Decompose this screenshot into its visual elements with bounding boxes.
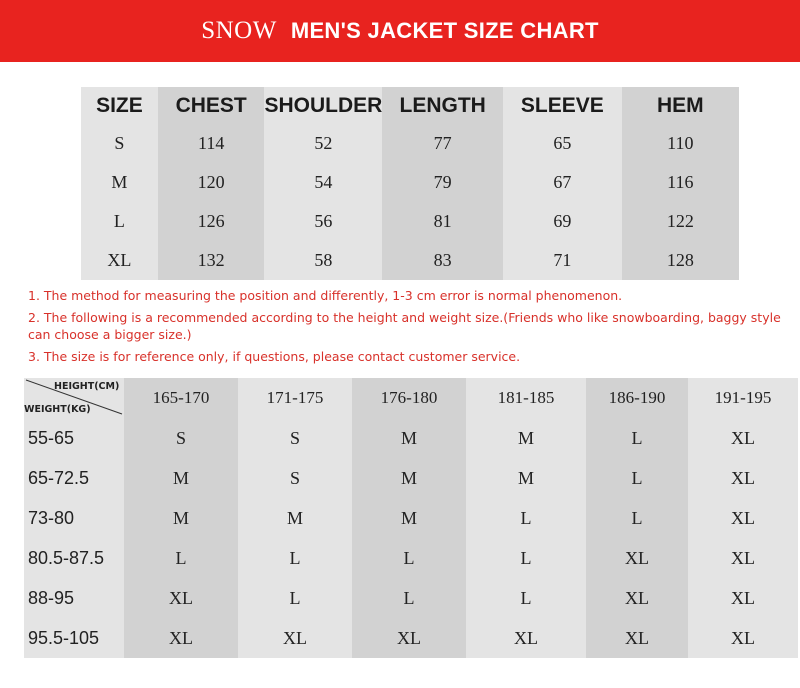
table-cell: 58 bbox=[264, 241, 382, 280]
table-row bbox=[81, 202, 739, 241]
table-cell: 54 bbox=[264, 163, 382, 202]
table-cell: 128 bbox=[622, 241, 739, 280]
table-cell: 79 bbox=[382, 163, 503, 202]
table-cell: XL bbox=[238, 618, 352, 658]
table-cell: M bbox=[238, 498, 352, 538]
table-cell: XL bbox=[586, 538, 688, 578]
table-cell: L bbox=[466, 498, 586, 538]
table-cell: 77 bbox=[382, 124, 503, 163]
column-header: LENGTH bbox=[382, 87, 503, 124]
table-cell: 120 bbox=[158, 163, 265, 202]
table-cell: XL bbox=[124, 618, 238, 658]
table-row bbox=[24, 578, 798, 618]
table-row bbox=[24, 418, 798, 458]
table-cell: S bbox=[238, 418, 352, 458]
header-banner bbox=[0, 0, 800, 62]
size-chart-header-row bbox=[81, 87, 739, 124]
table-cell: L bbox=[81, 202, 158, 241]
weight-range: 55-65 bbox=[24, 418, 124, 458]
table-cell: XL bbox=[688, 418, 798, 458]
note-recommendation: 2. The following is a recommended according to the height and weight size.(Friends who like snowboarding, baggy style can choose a bigger size.) bbox=[28, 310, 781, 342]
column-header: CHEST bbox=[158, 87, 265, 124]
height-range-header: 171-175 bbox=[238, 378, 352, 418]
table-cell: M bbox=[81, 163, 158, 202]
table-cell: L bbox=[238, 578, 352, 618]
weight-range: 73-80 bbox=[24, 498, 124, 538]
height-range-header: 165-170 bbox=[124, 378, 238, 418]
table-cell: 81 bbox=[382, 202, 503, 241]
table-cell: S bbox=[124, 418, 238, 458]
table-cell: M bbox=[466, 458, 586, 498]
table-row bbox=[24, 538, 798, 578]
table-row bbox=[81, 124, 739, 163]
table-row bbox=[24, 498, 798, 538]
height-range-header: 191-195 bbox=[688, 378, 798, 418]
table-row bbox=[24, 618, 798, 658]
table-cell: XL bbox=[586, 618, 688, 658]
table-cell: 116 bbox=[622, 163, 739, 202]
table-cell: L bbox=[352, 538, 466, 578]
size-chart-table bbox=[81, 87, 739, 280]
weight-range: 95.5-105 bbox=[24, 618, 124, 658]
table-cell: 122 bbox=[622, 202, 739, 241]
table-cell: XL bbox=[81, 241, 158, 280]
notes-section bbox=[28, 287, 798, 370]
table-cell: XL bbox=[688, 458, 798, 498]
table-cell: L bbox=[466, 578, 586, 618]
table-cell: XL bbox=[688, 578, 798, 618]
table-cell: L bbox=[586, 418, 688, 458]
height-header-row bbox=[24, 378, 798, 418]
table-cell: M bbox=[124, 458, 238, 498]
table-cell: L bbox=[238, 538, 352, 578]
table-cell: 132 bbox=[158, 241, 265, 280]
table-cell: 52 bbox=[264, 124, 382, 163]
table-cell: 110 bbox=[622, 124, 739, 163]
table-cell: 126 bbox=[158, 202, 265, 241]
column-header: HEM bbox=[622, 87, 739, 124]
height-range-header: 186-190 bbox=[586, 378, 688, 418]
table-row bbox=[81, 241, 739, 280]
column-header: SIZE bbox=[81, 87, 158, 124]
table-cell: XL bbox=[688, 538, 798, 578]
table-cell: 65 bbox=[503, 124, 622, 163]
note-measurement: 1. The method for measuring the position and differently, 1-3 cm error is normal phenomenon. bbox=[28, 288, 623, 303]
table-cell: L bbox=[352, 578, 466, 618]
table-cell: M bbox=[352, 458, 466, 498]
note-reference: 3. The size is for reference only, if questions, please contact customer service. bbox=[28, 349, 521, 364]
weight-range: 80.5-87.5 bbox=[24, 538, 124, 578]
weight-axis-label: WEIGHT(KG) bbox=[24, 404, 91, 415]
table-cell: XL bbox=[688, 498, 798, 538]
table-cell: L bbox=[466, 538, 586, 578]
table-cell: L bbox=[586, 498, 688, 538]
weight-range: 88-95 bbox=[24, 578, 124, 618]
table-cell: XL bbox=[688, 618, 798, 658]
height-range-header: 181-185 bbox=[466, 378, 586, 418]
table-cell: 71 bbox=[503, 241, 622, 280]
corner-header bbox=[24, 378, 124, 418]
column-header: SHOULDER bbox=[264, 87, 382, 124]
height-range-header: 176-180 bbox=[352, 378, 466, 418]
table-cell: L bbox=[586, 458, 688, 498]
table-cell: L bbox=[124, 538, 238, 578]
table-cell: 114 bbox=[158, 124, 265, 163]
size-recommendation-table bbox=[24, 378, 798, 658]
table-cell: XL bbox=[466, 618, 586, 658]
weight-range: 65-72.5 bbox=[24, 458, 124, 498]
table-cell: S bbox=[81, 124, 158, 163]
table-row bbox=[24, 458, 798, 498]
table-cell: XL bbox=[124, 578, 238, 618]
height-axis-label: HEIGHT(CM) bbox=[54, 381, 120, 392]
table-cell: 83 bbox=[382, 241, 503, 280]
table-cell: M bbox=[466, 418, 586, 458]
table-cell: XL bbox=[586, 578, 688, 618]
page-title: MEN'S JACKET SIZE CHART bbox=[290, 18, 599, 43]
table-cell: XL bbox=[352, 618, 466, 658]
column-header: SLEEVE bbox=[503, 87, 622, 124]
brand-logo: SNOW bbox=[201, 17, 277, 44]
table-cell: S bbox=[238, 458, 352, 498]
table-cell: 67 bbox=[503, 163, 622, 202]
table-cell: M bbox=[352, 498, 466, 538]
table-row bbox=[81, 163, 739, 202]
table-cell: M bbox=[352, 418, 466, 458]
table-cell: 69 bbox=[503, 202, 622, 241]
table-cell: 56 bbox=[264, 202, 382, 241]
table-cell: M bbox=[124, 498, 238, 538]
